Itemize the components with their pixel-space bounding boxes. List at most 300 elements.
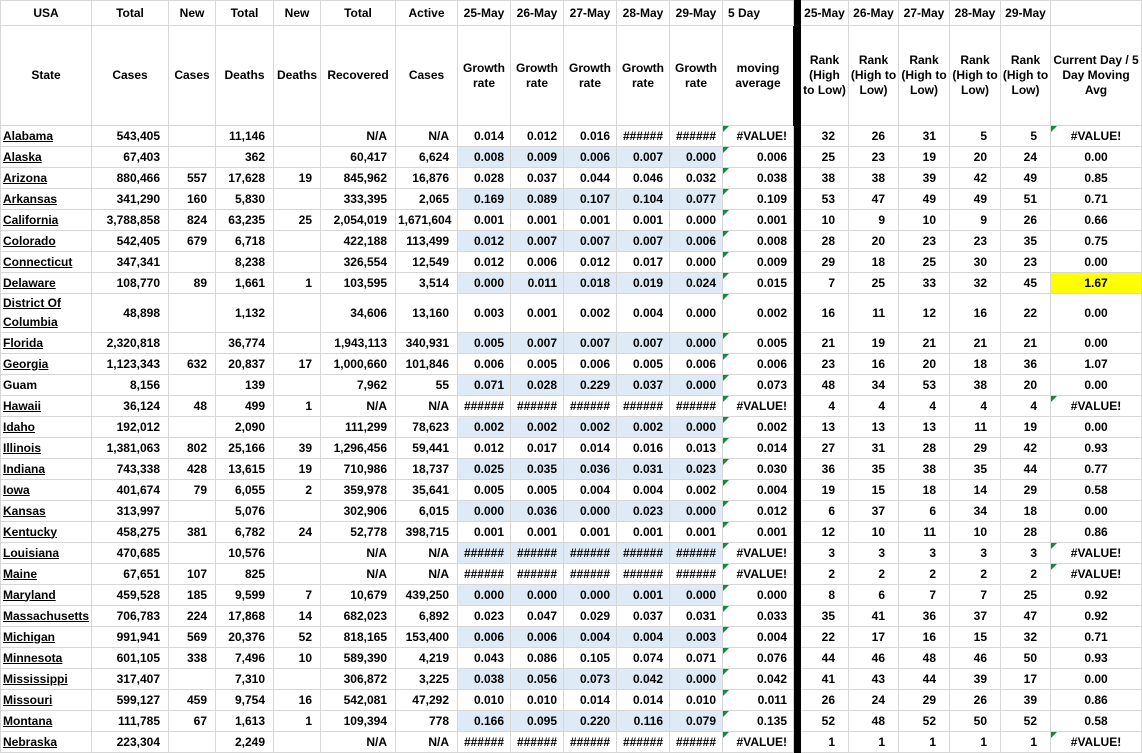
cell-growth-rate[interactable]: 0.028 bbox=[511, 375, 564, 396]
cell-rank[interactable]: 35 bbox=[849, 459, 899, 480]
cell-rank[interactable]: 25 bbox=[801, 147, 849, 168]
cell-state[interactable] bbox=[1, 252, 92, 273]
cell-recovered[interactable]: 818,165 bbox=[321, 627, 396, 648]
cell-growth-rate[interactable]: 0.004 bbox=[617, 294, 670, 333]
cell-moving-average[interactable]: 0.006 bbox=[723, 354, 794, 375]
cell-state[interactable] bbox=[1, 522, 92, 543]
header-rank-28-top[interactable]: 28-May bbox=[950, 1, 1001, 26]
cell-growth-rate[interactable]: 0.012 bbox=[511, 126, 564, 147]
cell-active[interactable]: 439,250 bbox=[396, 585, 458, 606]
cell-new-deaths[interactable]: 10 bbox=[274, 648, 321, 669]
cell-growth-rate[interactable]: 0.004 bbox=[564, 627, 617, 648]
cell-moving-average[interactable]: 0.038 bbox=[723, 168, 794, 189]
cell-growth-rate[interactable]: 0.001 bbox=[511, 210, 564, 231]
cell-state[interactable] bbox=[1, 375, 92, 396]
cell-recovered[interactable]: N/A bbox=[321, 396, 396, 417]
cell-new-cases[interactable] bbox=[169, 543, 216, 564]
cell-current-ratio[interactable]: 0.86 bbox=[1051, 522, 1142, 543]
cell-total-deaths[interactable]: 825 bbox=[216, 564, 274, 585]
cell-growth-rate[interactable]: 0.089 bbox=[511, 189, 564, 210]
cell-rank[interactable]: 2 bbox=[950, 564, 1001, 585]
cell-rank[interactable]: 24 bbox=[849, 690, 899, 711]
cell-growth-rate[interactable]: 0.000 bbox=[670, 210, 723, 231]
cell-rank[interactable]: 28 bbox=[801, 231, 849, 252]
cell-growth-rate[interactable]: 0.001 bbox=[670, 522, 723, 543]
cell-rank[interactable]: 18 bbox=[849, 252, 899, 273]
cell-rank[interactable]: 31 bbox=[899, 126, 950, 147]
cell-rank[interactable]: 19 bbox=[849, 333, 899, 354]
cell-rank[interactable]: 32 bbox=[801, 126, 849, 147]
cell-growth-rate[interactable]: 0.004 bbox=[617, 627, 670, 648]
cell-growth-rate[interactable]: ###### bbox=[511, 396, 564, 417]
cell-total-deaths[interactable]: 2,090 bbox=[216, 417, 274, 438]
cell-growth-rate[interactable]: 0.012 bbox=[564, 252, 617, 273]
cell-new-cases[interactable] bbox=[169, 375, 216, 396]
header-rank-27[interactable]: Rank (High to Low) bbox=[899, 26, 950, 126]
cell-rank[interactable]: 23 bbox=[950, 231, 1001, 252]
cell-rank[interactable]: 21 bbox=[801, 333, 849, 354]
cell-growth-rate[interactable]: ###### bbox=[511, 543, 564, 564]
cell-rank[interactable]: 31 bbox=[849, 438, 899, 459]
cell-growth-rate[interactable]: 0.036 bbox=[564, 459, 617, 480]
cell-rank[interactable]: 35 bbox=[801, 606, 849, 627]
cell-active[interactable]: 47,292 bbox=[396, 690, 458, 711]
cell-rank[interactable]: 13 bbox=[801, 417, 849, 438]
cell-new-deaths[interactable]: 14 bbox=[274, 606, 321, 627]
cell-recovered[interactable]: 682,023 bbox=[321, 606, 396, 627]
cell-state[interactable] bbox=[1, 648, 92, 669]
cell-rank[interactable]: 25 bbox=[899, 252, 950, 273]
header-moving-average[interactable]: moving average bbox=[723, 26, 794, 126]
cell-new-cases[interactable]: 48 bbox=[169, 396, 216, 417]
cell-growth-rate[interactable]: 0.000 bbox=[458, 501, 511, 522]
cell-rank[interactable]: 48 bbox=[849, 711, 899, 732]
cell-moving-average[interactable]: 0.014 bbox=[723, 438, 794, 459]
cell-growth-rate[interactable]: 0.006 bbox=[511, 252, 564, 273]
cell-rank[interactable]: 42 bbox=[950, 168, 1001, 189]
cell-recovered[interactable]: 1,943,113 bbox=[321, 333, 396, 354]
cell-rank[interactable]: 2 bbox=[1001, 564, 1051, 585]
cell-rank[interactable]: 3 bbox=[950, 543, 1001, 564]
cell-active[interactable]: 16,876 bbox=[396, 168, 458, 189]
cell-total-cases[interactable]: 470,685 bbox=[92, 543, 169, 564]
cell-total-cases[interactable]: 48,898 bbox=[92, 294, 169, 333]
cell-recovered[interactable]: 10,679 bbox=[321, 585, 396, 606]
cell-total-cases[interactable]: 543,405 bbox=[92, 126, 169, 147]
cell-rank[interactable]: 1 bbox=[899, 732, 950, 753]
cell-growth-rate[interactable]: 0.005 bbox=[458, 333, 511, 354]
state-link[interactable]: Indiana bbox=[3, 461, 46, 476]
cell-active[interactable]: 12,549 bbox=[396, 252, 458, 273]
cell-new-deaths[interactable]: 1 bbox=[274, 396, 321, 417]
cell-recovered[interactable]: 60,417 bbox=[321, 147, 396, 168]
state-link[interactable]: Maryland bbox=[3, 587, 56, 602]
cell-total-deaths[interactable]: 7,310 bbox=[216, 669, 274, 690]
cell-current-ratio[interactable]: #VALUE! bbox=[1051, 543, 1142, 564]
cell-rank[interactable]: 23 bbox=[1001, 252, 1051, 273]
cell-new-deaths[interactable] bbox=[274, 501, 321, 522]
cell-state[interactable] bbox=[1, 690, 92, 711]
cell-moving-average[interactable]: 0.076 bbox=[723, 648, 794, 669]
cell-active[interactable]: 3,514 bbox=[396, 273, 458, 294]
cell-rank[interactable]: 52 bbox=[801, 711, 849, 732]
cell-new-deaths[interactable]: 24 bbox=[274, 522, 321, 543]
cell-growth-rate[interactable]: ###### bbox=[511, 732, 564, 753]
cell-recovered[interactable]: 422,188 bbox=[321, 231, 396, 252]
cell-total-deaths[interactable]: 13,615 bbox=[216, 459, 274, 480]
header-growth-25[interactable]: Growth rate bbox=[458, 26, 511, 126]
cell-new-cases[interactable]: 569 bbox=[169, 627, 216, 648]
cell-new-deaths[interactable]: 52 bbox=[274, 627, 321, 648]
cell-rank[interactable]: 6 bbox=[849, 585, 899, 606]
cell-rank[interactable]: 8 bbox=[801, 585, 849, 606]
cell-state[interactable] bbox=[1, 501, 92, 522]
cell-rank[interactable]: 21 bbox=[1001, 333, 1051, 354]
cell-active[interactable]: 78,623 bbox=[396, 417, 458, 438]
cell-current-ratio[interactable]: 0.66 bbox=[1051, 210, 1142, 231]
cell-rank[interactable]: 41 bbox=[849, 606, 899, 627]
cell-moving-average[interactable]: 0.135 bbox=[723, 711, 794, 732]
cell-rank[interactable]: 15 bbox=[950, 627, 1001, 648]
cell-rank[interactable]: 6 bbox=[801, 501, 849, 522]
cell-growth-rate[interactable]: 0.001 bbox=[617, 522, 670, 543]
cell-rank[interactable]: 20 bbox=[899, 354, 950, 375]
cell-rank[interactable]: 4 bbox=[1001, 396, 1051, 417]
cell-current-ratio[interactable]: 0.75 bbox=[1051, 231, 1142, 252]
header-rank-29[interactable]: Rank (High to Low) bbox=[1001, 26, 1051, 126]
cell-new-cases[interactable] bbox=[169, 417, 216, 438]
cell-rank[interactable]: 5 bbox=[1001, 126, 1051, 147]
cell-new-cases[interactable]: 224 bbox=[169, 606, 216, 627]
cell-total-deaths[interactable]: 11,146 bbox=[216, 126, 274, 147]
cell-recovered[interactable]: N/A bbox=[321, 732, 396, 753]
cell-rank[interactable]: 53 bbox=[801, 189, 849, 210]
state-link[interactable]: Kansas bbox=[3, 503, 46, 518]
cell-new-deaths[interactable]: 19 bbox=[274, 168, 321, 189]
cell-active[interactable]: 35,641 bbox=[396, 480, 458, 501]
cell-rank[interactable]: 39 bbox=[1001, 690, 1051, 711]
header-rank-26-top[interactable]: 26-May bbox=[849, 1, 899, 26]
cell-growth-rate[interactable]: 0.031 bbox=[617, 459, 670, 480]
cell-recovered[interactable]: 52,778 bbox=[321, 522, 396, 543]
cell-rank[interactable]: 38 bbox=[899, 459, 950, 480]
cell-total-cases[interactable]: 743,338 bbox=[92, 459, 169, 480]
cell-growth-rate[interactable]: 0.013 bbox=[670, 438, 723, 459]
cell-rank[interactable]: 51 bbox=[1001, 189, 1051, 210]
cell-rank[interactable]: 50 bbox=[950, 711, 1001, 732]
cell-state[interactable] bbox=[1, 147, 92, 168]
cell-rank[interactable]: 35 bbox=[1001, 231, 1051, 252]
cell-moving-average[interactable]: #VALUE! bbox=[723, 543, 794, 564]
cell-growth-rate[interactable]: 0.023 bbox=[617, 501, 670, 522]
cell-new-cases[interactable] bbox=[169, 252, 216, 273]
cell-new-deaths[interactable] bbox=[274, 564, 321, 585]
cell-growth-rate[interactable]: 0.014 bbox=[564, 690, 617, 711]
cell-growth-rate[interactable]: 0.023 bbox=[670, 459, 723, 480]
cell-total-cases[interactable]: 111,785 bbox=[92, 711, 169, 732]
cell-total-cases[interactable]: 2,320,818 bbox=[92, 333, 169, 354]
cell-rank[interactable]: 21 bbox=[899, 333, 950, 354]
cell-growth-rate[interactable]: 0.043 bbox=[458, 648, 511, 669]
cell-growth-rate[interactable]: 0.000 bbox=[670, 417, 723, 438]
cell-rank[interactable]: 26 bbox=[950, 690, 1001, 711]
cell-current-ratio[interactable]: 0.00 bbox=[1051, 147, 1142, 168]
cell-growth-rate[interactable]: 0.000 bbox=[511, 585, 564, 606]
header-state[interactable]: State bbox=[1, 26, 92, 126]
cell-growth-rate[interactable]: ###### bbox=[564, 732, 617, 753]
header-growth-28[interactable]: Growth rate bbox=[617, 26, 670, 126]
cell-total-cases[interactable]: 67,651 bbox=[92, 564, 169, 585]
state-link[interactable]: Michigan bbox=[3, 629, 56, 644]
cell-rank[interactable]: 49 bbox=[950, 189, 1001, 210]
cell-current-ratio[interactable]: 0.71 bbox=[1051, 627, 1142, 648]
cell-growth-rate[interactable]: 0.169 bbox=[458, 189, 511, 210]
cell-active[interactable]: 4,219 bbox=[396, 648, 458, 669]
cell-moving-average[interactable]: 0.005 bbox=[723, 333, 794, 354]
cell-new-cases[interactable] bbox=[169, 294, 216, 333]
cell-rank[interactable]: 49 bbox=[899, 189, 950, 210]
cell-recovered[interactable]: N/A bbox=[321, 543, 396, 564]
cell-growth-rate[interactable]: 0.018 bbox=[564, 273, 617, 294]
cell-growth-rate[interactable]: 0.006 bbox=[511, 627, 564, 648]
cell-total-deaths[interactable]: 1,613 bbox=[216, 711, 274, 732]
cell-new-deaths[interactable] bbox=[274, 375, 321, 396]
cell-total-deaths[interactable]: 362 bbox=[216, 147, 274, 168]
cell-rank[interactable]: 21 bbox=[950, 333, 1001, 354]
cell-total-cases[interactable]: 706,783 bbox=[92, 606, 169, 627]
cell-growth-rate[interactable]: 0.000 bbox=[564, 501, 617, 522]
cell-total-deaths[interactable]: 63,235 bbox=[216, 210, 274, 231]
cell-growth-rate[interactable]: 0.095 bbox=[511, 711, 564, 732]
cell-rank[interactable]: 47 bbox=[1001, 606, 1051, 627]
cell-recovered[interactable]: 1,000,660 bbox=[321, 354, 396, 375]
cell-total-cases[interactable]: 108,770 bbox=[92, 273, 169, 294]
cell-growth-rate[interactable]: 0.025 bbox=[458, 459, 511, 480]
state-link[interactable]: District Of Columbia bbox=[3, 296, 62, 329]
cell-state[interactable] bbox=[1, 627, 92, 648]
cell-total-cases[interactable]: 458,275 bbox=[92, 522, 169, 543]
cell-rank[interactable]: 39 bbox=[950, 669, 1001, 690]
cell-new-deaths[interactable] bbox=[274, 294, 321, 333]
cell-total-cases[interactable]: 599,127 bbox=[92, 690, 169, 711]
cell-rank[interactable]: 7 bbox=[950, 585, 1001, 606]
cell-current-ratio[interactable]: 1.07 bbox=[1051, 354, 1142, 375]
cell-total-deaths[interactable]: 139 bbox=[216, 375, 274, 396]
cell-growth-rate[interactable]: 0.007 bbox=[617, 231, 670, 252]
cell-state[interactable] bbox=[1, 294, 92, 333]
cell-rank[interactable]: 26 bbox=[801, 690, 849, 711]
cell-growth-rate[interactable]: ###### bbox=[511, 564, 564, 585]
cell-recovered[interactable]: 710,986 bbox=[321, 459, 396, 480]
cell-growth-rate[interactable]: 0.000 bbox=[458, 273, 511, 294]
header-new-deaths-top[interactable]: New bbox=[274, 1, 321, 26]
cell-active[interactable]: 55 bbox=[396, 375, 458, 396]
cell-rank[interactable]: 3 bbox=[1001, 543, 1051, 564]
cell-total-deaths[interactable]: 20,837 bbox=[216, 354, 274, 375]
cell-growth-rate[interactable]: 0.001 bbox=[511, 522, 564, 543]
cell-growth-rate[interactable]: 0.007 bbox=[564, 231, 617, 252]
cell-growth-rate[interactable]: 0.005 bbox=[458, 480, 511, 501]
cell-rank[interactable]: 46 bbox=[950, 648, 1001, 669]
cell-active[interactable]: 6,892 bbox=[396, 606, 458, 627]
cell-growth-rate[interactable]: 0.116 bbox=[617, 711, 670, 732]
cell-rank[interactable]: 50 bbox=[1001, 648, 1051, 669]
cell-growth-rate[interactable]: ###### bbox=[670, 396, 723, 417]
cell-growth-rate[interactable]: 0.032 bbox=[670, 168, 723, 189]
cell-rank[interactable]: 19 bbox=[801, 480, 849, 501]
cell-moving-average[interactable]: 0.012 bbox=[723, 501, 794, 522]
cell-rank[interactable]: 35 bbox=[950, 459, 1001, 480]
cell-growth-rate[interactable]: 0.105 bbox=[564, 648, 617, 669]
header-rank-29-top[interactable]: 29-May bbox=[1001, 1, 1051, 26]
cell-rank[interactable]: 7 bbox=[801, 273, 849, 294]
cell-new-cases[interactable] bbox=[169, 669, 216, 690]
cell-rank[interactable]: 43 bbox=[849, 669, 899, 690]
cell-growth-rate[interactable]: 0.010 bbox=[458, 690, 511, 711]
cell-moving-average[interactable]: 0.033 bbox=[723, 606, 794, 627]
cell-growth-rate[interactable]: 0.009 bbox=[511, 147, 564, 168]
cell-recovered[interactable]: N/A bbox=[321, 564, 396, 585]
cell-rank[interactable]: 10 bbox=[899, 210, 950, 231]
state-link[interactable]: Alabama bbox=[3, 128, 54, 143]
cell-rank[interactable]: 52 bbox=[1001, 711, 1051, 732]
cell-growth-rate[interactable]: 0.006 bbox=[564, 354, 617, 375]
cell-state[interactable] bbox=[1, 564, 92, 585]
state-link[interactable]: Arizona bbox=[3, 170, 48, 185]
cell-rank[interactable]: 13 bbox=[849, 417, 899, 438]
cell-rank[interactable]: 18 bbox=[899, 480, 950, 501]
cell-rank[interactable]: 34 bbox=[950, 501, 1001, 522]
header-growth-28-top[interactable]: 28-May bbox=[617, 1, 670, 26]
cell-active[interactable]: 18,737 bbox=[396, 459, 458, 480]
cell-total-deaths[interactable]: 17,868 bbox=[216, 606, 274, 627]
cell-state[interactable] bbox=[1, 168, 92, 189]
cell-rank[interactable]: 29 bbox=[899, 690, 950, 711]
cell-total-cases[interactable]: 1,381,063 bbox=[92, 438, 169, 459]
state-link[interactable]: Idaho bbox=[3, 419, 35, 434]
state-link[interactable]: California bbox=[3, 212, 59, 227]
cell-rank[interactable]: 12 bbox=[899, 294, 950, 333]
state-link[interactable]: Louisiana bbox=[3, 545, 60, 560]
cell-growth-rate[interactable]: 0.008 bbox=[458, 147, 511, 168]
header-total-cases[interactable]: Cases bbox=[92, 26, 169, 126]
cell-rank[interactable]: 22 bbox=[801, 627, 849, 648]
cell-current-ratio[interactable]: 0.85 bbox=[1051, 168, 1142, 189]
cell-growth-rate[interactable]: 0.006 bbox=[564, 147, 617, 168]
cell-growth-rate[interactable]: 0.002 bbox=[564, 417, 617, 438]
cell-growth-rate[interactable]: 0.001 bbox=[617, 585, 670, 606]
cell-growth-rate[interactable]: 0.000 bbox=[670, 294, 723, 333]
state-link[interactable]: Iowa bbox=[3, 482, 30, 497]
cell-current-ratio[interactable]: #VALUE! bbox=[1051, 564, 1142, 585]
cell-growth-rate[interactable]: 0.000 bbox=[670, 501, 723, 522]
state-link[interactable]: Mississippi bbox=[3, 671, 68, 686]
cell-moving-average[interactable]: 0.009 bbox=[723, 252, 794, 273]
cell-moving-average[interactable]: 0.008 bbox=[723, 231, 794, 252]
cell-moving-average[interactable]: 0.073 bbox=[723, 375, 794, 396]
cell-current-ratio[interactable]: 0.00 bbox=[1051, 669, 1142, 690]
header-current-ratio-top[interactable] bbox=[1051, 1, 1142, 26]
cell-total-cases[interactable]: 1,123,343 bbox=[92, 354, 169, 375]
cell-active[interactable]: N/A bbox=[396, 564, 458, 585]
cell-total-deaths[interactable]: 6,055 bbox=[216, 480, 274, 501]
cell-state[interactable] bbox=[1, 711, 92, 732]
cell-moving-average[interactable]: 0.004 bbox=[723, 480, 794, 501]
cell-rank[interactable]: 11 bbox=[849, 294, 899, 333]
header-moving-average-top[interactable]: 5 Day bbox=[723, 1, 794, 26]
cell-growth-rate[interactable]: 0.014 bbox=[564, 438, 617, 459]
cell-active[interactable]: N/A bbox=[396, 396, 458, 417]
cell-growth-rate[interactable]: 0.001 bbox=[458, 210, 511, 231]
cell-growth-rate[interactable]: 0.056 bbox=[511, 669, 564, 690]
header-growth-29[interactable]: Growth rate bbox=[670, 26, 723, 126]
cell-new-cases[interactable] bbox=[169, 333, 216, 354]
cell-active[interactable]: N/A bbox=[396, 543, 458, 564]
state-link[interactable]: Delaware bbox=[3, 275, 56, 290]
header-total-cases-top[interactable]: Total bbox=[92, 1, 169, 26]
cell-new-cases[interactable]: 679 bbox=[169, 231, 216, 252]
cell-rank[interactable]: 52 bbox=[899, 711, 950, 732]
cell-new-cases[interactable]: 67 bbox=[169, 711, 216, 732]
cell-rank[interactable]: 34 bbox=[849, 375, 899, 396]
cell-state[interactable] bbox=[1, 543, 92, 564]
cell-new-cases[interactable]: 459 bbox=[169, 690, 216, 711]
cell-rank[interactable]: 1 bbox=[950, 732, 1001, 753]
cell-total-deaths[interactable]: 6,782 bbox=[216, 522, 274, 543]
cell-growth-rate[interactable]: 0.000 bbox=[670, 375, 723, 396]
cell-total-cases[interactable]: 8,156 bbox=[92, 375, 169, 396]
header-total-deaths-top[interactable]: Total bbox=[216, 1, 274, 26]
cell-new-deaths[interactable] bbox=[274, 732, 321, 753]
cell-current-ratio[interactable]: 0.00 bbox=[1051, 294, 1142, 333]
cell-current-ratio[interactable]: 0.71 bbox=[1051, 189, 1142, 210]
cell-active[interactable]: 1,671,604 bbox=[396, 210, 458, 231]
state-link[interactable]: Maine bbox=[3, 566, 38, 581]
cell-active[interactable]: 398,715 bbox=[396, 522, 458, 543]
cell-state[interactable] bbox=[1, 669, 92, 690]
cell-active[interactable]: 340,931 bbox=[396, 333, 458, 354]
cell-growth-rate[interactable]: 0.028 bbox=[458, 168, 511, 189]
cell-rank[interactable]: 18 bbox=[950, 354, 1001, 375]
cell-total-cases[interactable]: 67,403 bbox=[92, 147, 169, 168]
cell-total-deaths[interactable]: 5,076 bbox=[216, 501, 274, 522]
cell-total-deaths[interactable]: 10,576 bbox=[216, 543, 274, 564]
cell-new-cases[interactable]: 185 bbox=[169, 585, 216, 606]
cell-growth-rate[interactable]: ###### bbox=[670, 732, 723, 753]
cell-rank[interactable]: 19 bbox=[1001, 417, 1051, 438]
header-rank-27-top[interactable]: 27-May bbox=[899, 1, 950, 26]
cell-growth-rate[interactable]: 0.002 bbox=[511, 417, 564, 438]
cell-new-cases[interactable]: 428 bbox=[169, 459, 216, 480]
cell-total-cases[interactable]: 880,466 bbox=[92, 168, 169, 189]
cell-rank[interactable]: 1 bbox=[849, 732, 899, 753]
cell-active[interactable]: 101,846 bbox=[396, 354, 458, 375]
cell-growth-rate[interactable]: 0.031 bbox=[670, 606, 723, 627]
cell-rank[interactable]: 45 bbox=[1001, 273, 1051, 294]
header-recovered-top[interactable]: Total bbox=[321, 1, 396, 26]
cell-growth-rate[interactable]: 0.004 bbox=[564, 480, 617, 501]
cell-rank[interactable]: 3 bbox=[899, 543, 950, 564]
cell-growth-rate[interactable]: 0.035 bbox=[511, 459, 564, 480]
cell-current-ratio[interactable]: 0.00 bbox=[1051, 501, 1142, 522]
cell-growth-rate[interactable]: 0.104 bbox=[617, 189, 670, 210]
cell-total-deaths[interactable]: 25,166 bbox=[216, 438, 274, 459]
cell-growth-rate[interactable]: 0.007 bbox=[511, 231, 564, 252]
cell-growth-rate[interactable]: 0.001 bbox=[564, 522, 617, 543]
cell-active[interactable]: 13,160 bbox=[396, 294, 458, 333]
cell-rank[interactable]: 44 bbox=[801, 648, 849, 669]
cell-new-deaths[interactable]: 25 bbox=[274, 210, 321, 231]
